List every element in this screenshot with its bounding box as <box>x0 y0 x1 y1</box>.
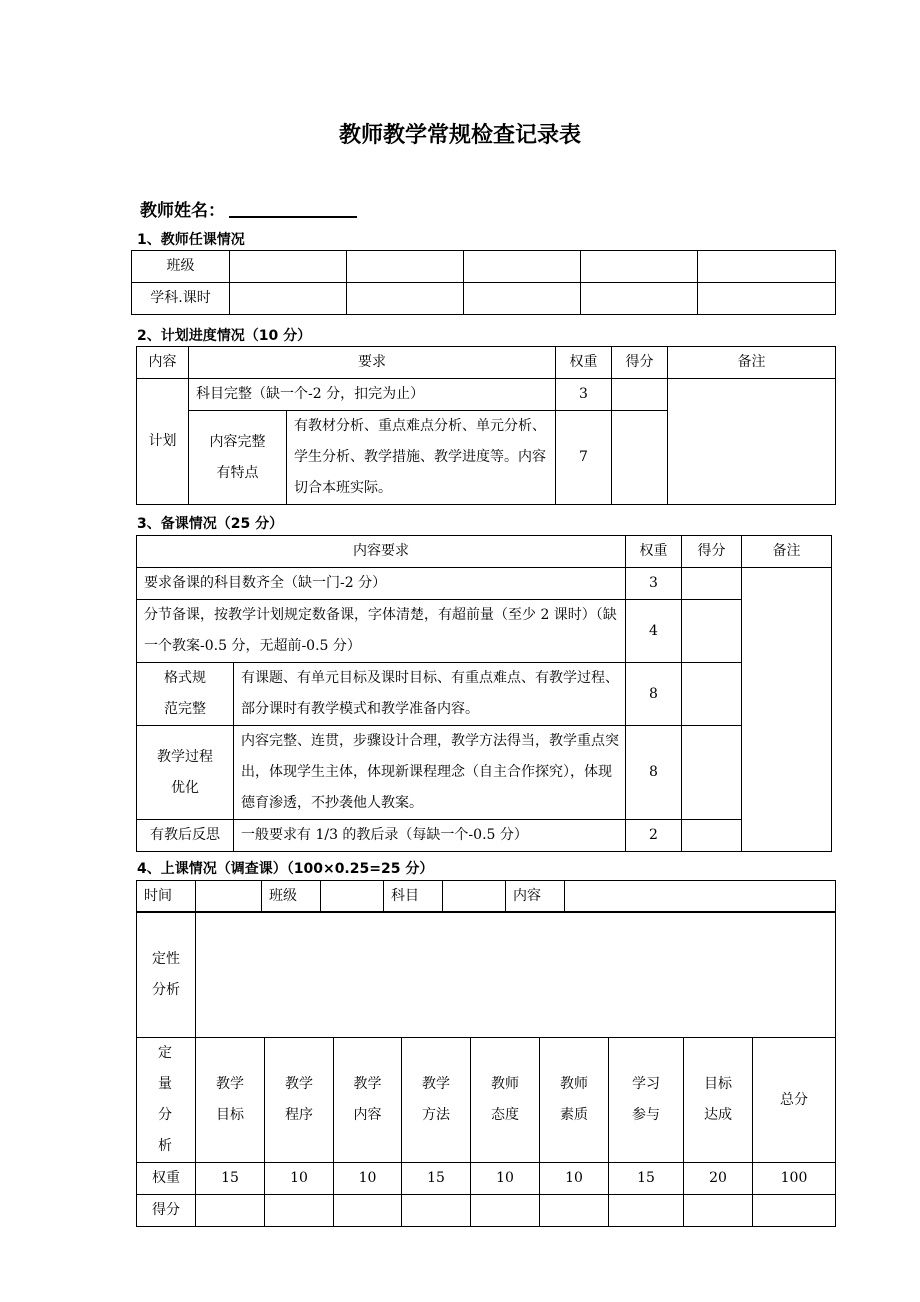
header-content: 内容要求 <box>137 536 626 568</box>
item-weight: 20 <box>684 1163 753 1195</box>
requirement-text: 有教材分析、重点难点分析、单元分析、学生分析、教学措施、教学进度等。内容切合本班实际。 <box>287 411 556 505</box>
section3-table <box>136 535 832 852</box>
teacher-name-label: 教师姓名： <box>140 201 225 221</box>
section4-score-table <box>136 911 836 1227</box>
requirement-text: 一般要求有 1/3 的教后录（每缺一个-0.5 分） <box>234 820 626 852</box>
requirement-text: 有课题、有单元目标及课时目标、有重点难点、有教学过程、部分课时有教学模式和教学准备内容。 <box>234 663 626 726</box>
section2-heading: 2、计划进度情况（10 分） <box>137 328 312 344</box>
section3-heading: 3、备课情况（25 分） <box>137 516 284 532</box>
score-cell[interactable] <box>334 1195 402 1227</box>
section1-table <box>131 250 836 315</box>
input-cell[interactable] <box>698 251 836 283</box>
item-name: 目标达成 <box>684 1038 753 1163</box>
row-label-class: 班级 <box>132 251 230 283</box>
requirement-text: 分节备课，按教学计划规定数备课，字体清楚，有超前量（至少 2 课时）（缺一个教案-0.5 分，无超前-0.5 分） <box>137 600 626 663</box>
sub-category: 教学过程优化 <box>137 726 234 820</box>
score-cell[interactable] <box>682 600 742 663</box>
item-name: 教师素质 <box>540 1038 609 1163</box>
item-weight: 10 <box>471 1163 540 1195</box>
weight-value: 4 <box>626 600 682 663</box>
score-cell[interactable] <box>540 1195 609 1227</box>
sub-category: 内容完整有特点 <box>189 411 287 505</box>
input-time[interactable] <box>196 881 262 913</box>
remark-cell[interactable] <box>668 379 836 505</box>
score-cell[interactable] <box>684 1195 753 1227</box>
item-name: 教学内容 <box>334 1038 402 1163</box>
input-cell[interactable] <box>581 251 698 283</box>
row-label-subject-hours: 学科.课时 <box>132 283 230 315</box>
score-cell[interactable] <box>196 1195 265 1227</box>
input-cell[interactable] <box>230 283 347 315</box>
total-weight: 100 <box>753 1163 836 1195</box>
score-cell[interactable] <box>265 1195 334 1227</box>
item-weight: 15 <box>196 1163 265 1195</box>
score-cell[interactable] <box>402 1195 471 1227</box>
sub-category: 有教后反思 <box>137 820 234 852</box>
header-weight: 权重 <box>626 536 682 568</box>
requirement-text: 要求备课的科目数齐全（缺一门-2 分） <box>137 568 626 600</box>
remark-cell[interactable] <box>742 568 832 852</box>
header-score: 得分 <box>612 347 668 379</box>
header-content: 内容 <box>137 347 189 379</box>
weight-value: 3 <box>626 568 682 600</box>
header-requirement: 要求 <box>189 347 556 379</box>
item-weight: 10 <box>334 1163 402 1195</box>
item-name: 教学程序 <box>265 1038 334 1163</box>
weight-label: 权重 <box>137 1163 196 1195</box>
header-remark: 备注 <box>742 536 832 568</box>
score-cell[interactable] <box>471 1195 540 1227</box>
label-time: 时间 <box>137 881 196 913</box>
header-weight: 权重 <box>556 347 612 379</box>
input-cell[interactable] <box>347 283 464 315</box>
section4-heading: 4、上课情况（调查课）（100×0.25=25 分） <box>137 861 434 877</box>
weight-value: 8 <box>626 663 682 726</box>
score-cell[interactable] <box>612 411 668 505</box>
qualitative-analysis-field[interactable] <box>196 912 836 1038</box>
score-label: 得分 <box>137 1195 196 1227</box>
qualitative-label: 定性分析 <box>137 912 196 1038</box>
section1-heading: 1、教师任课情况 <box>137 232 245 248</box>
teacher-name-row <box>140 196 357 221</box>
requirement-text: 科目完整（缺一个-2 分，扣完为止） <box>189 379 556 411</box>
input-subject[interactable] <box>443 881 506 913</box>
weight-value: 3 <box>556 379 612 411</box>
category-plan: 计划 <box>137 379 189 505</box>
score-cell[interactable] <box>612 379 668 411</box>
item-name: 教师态度 <box>471 1038 540 1163</box>
score-cell[interactable] <box>682 726 742 820</box>
input-cell[interactable] <box>464 251 581 283</box>
label-class: 班级 <box>262 881 321 913</box>
item-name: 教学方法 <box>402 1038 471 1163</box>
score-cell[interactable] <box>682 663 742 726</box>
page-title: 教师教学常规检查记录表 <box>338 123 581 148</box>
item-weight: 15 <box>402 1163 471 1195</box>
teacher-name-field[interactable] <box>229 200 357 218</box>
item-name: 学习参与 <box>609 1038 684 1163</box>
input-cell[interactable] <box>230 251 347 283</box>
quantitative-label: 定量分析 <box>137 1038 196 1163</box>
score-cell[interactable] <box>682 568 742 600</box>
label-content: 内容 <box>506 881 565 913</box>
input-cell[interactable] <box>347 251 464 283</box>
input-class[interactable] <box>321 881 384 913</box>
item-weight: 15 <box>609 1163 684 1195</box>
header-score: 得分 <box>682 536 742 568</box>
requirement-text: 内容完整、连贯，步骤设计合理，教学方法得当，教学重点突出，体现学生主体，体现新课程理念（自主合作探究），体现德育渗透，不抄袭他人教案。 <box>234 726 626 820</box>
item-weight: 10 <box>265 1163 334 1195</box>
input-cell[interactable] <box>464 283 581 315</box>
weight-value: 7 <box>556 411 612 505</box>
item-weight: 10 <box>540 1163 609 1195</box>
weight-value: 2 <box>626 820 682 852</box>
total-label: 总分 <box>753 1038 836 1163</box>
weight-value: 8 <box>626 726 682 820</box>
header-remark: 备注 <box>668 347 836 379</box>
label-subject: 科目 <box>384 881 443 913</box>
score-cell[interactable] <box>682 820 742 852</box>
input-cell[interactable] <box>581 283 698 315</box>
total-score-cell[interactable] <box>753 1195 836 1227</box>
score-cell[interactable] <box>609 1195 684 1227</box>
input-cell[interactable] <box>698 283 836 315</box>
section4-info-table <box>136 880 836 913</box>
input-content[interactable] <box>565 881 836 913</box>
section2-table <box>136 346 836 505</box>
sub-category: 格式规范完整 <box>137 663 234 726</box>
item-name: 教学目标 <box>196 1038 265 1163</box>
